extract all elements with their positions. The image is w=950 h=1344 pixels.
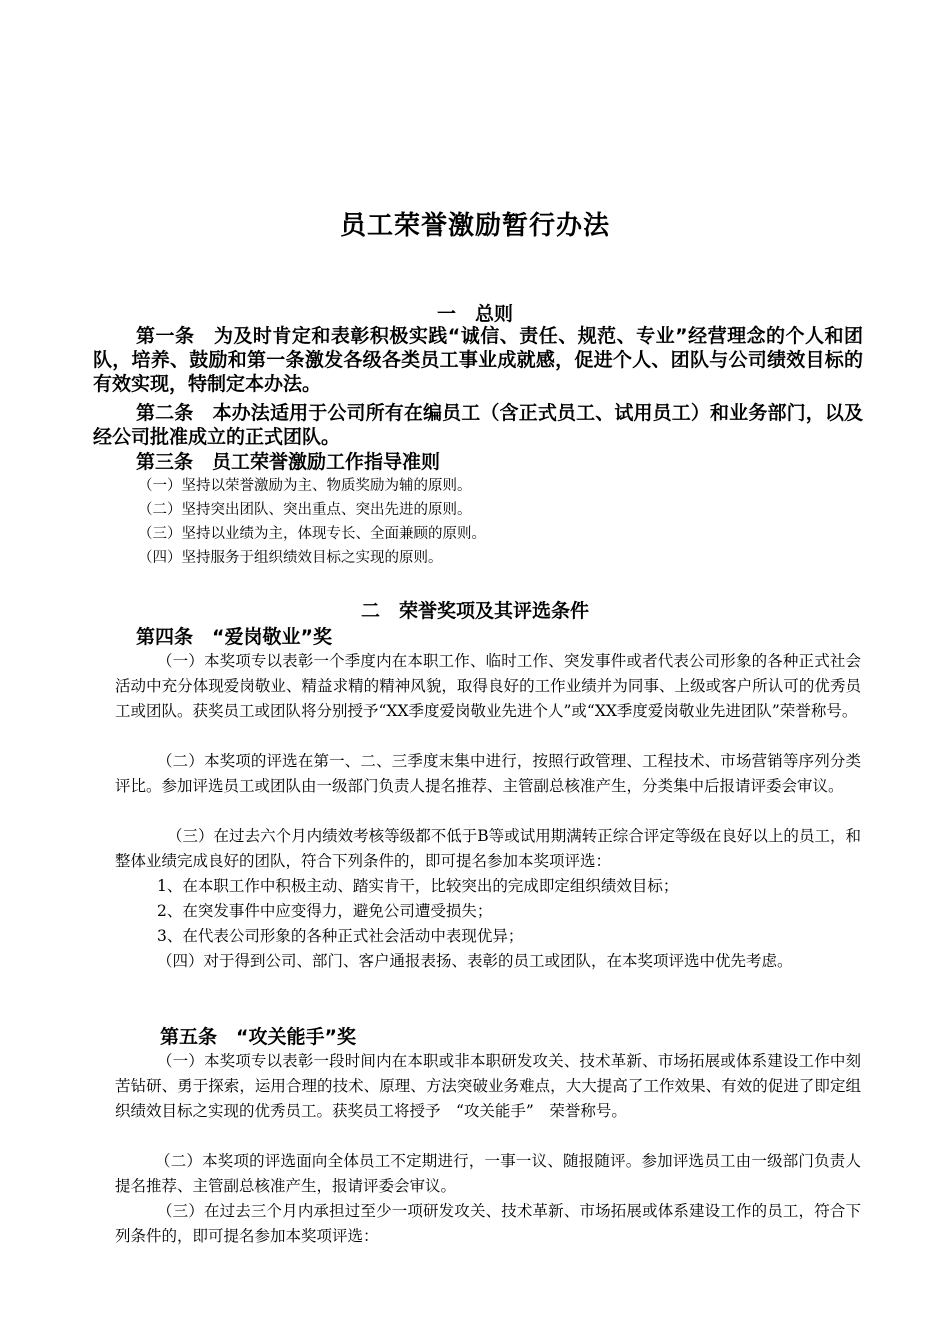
article-5-para-3: （三）在过去三个月内承担过至少一项研发攻关、技术革新、市场拓展或体系建设工作的员工，符合下列条件的，即可提名参加本奖项评选： — [115, 1202, 861, 1245]
list-item: 2、在突发事件中应变得力，避免公司遭受损失； — [157, 902, 493, 920]
article-5-heading: 第五条 “攻关能手”奖 — [160, 1026, 356, 1048]
list-item: 1、在本职工作中积极主动、踏实肯干，比较突出的完成即定组织绩效目标； — [157, 877, 679, 895]
article-4-para-3: （三）在过去六个月内绩效考核等级都不低于B等或试用期满转正综合评定等级在良好以上的员工，和整体业绩完成良好的团队，符合下列条件的，即可提名参加本奖项评选： — [115, 827, 861, 870]
article-4-para-4: （四）对于得到公司、部门、客户通报表扬、表彰的员工或团队，在本奖项评选中优先考虑。 — [157, 952, 793, 970]
list-item: （一）坚持以荣誉激励为主、物质奖励为辅的原则。 — [138, 478, 472, 494]
article-4-para-1: （一）本奖项专以表彰一个季度内在本职工作、临时工作、突发事件或者代表公司形象的各种正式社会活动中充分体现爱岗敬业、精益求精的精神风貌，取得良好的工作业绩并为同事、上级或客户所认可的优秀员工或团队。获奖员工或团队将分别授予“XX季度爱岗敬业先进个人”或“XX季度爱岗敬业先进团队”荣誉称号。 — [115, 652, 861, 720]
list-item: （二）坚持突出团队、突出重点、突出先进的原则。 — [138, 502, 472, 518]
list-item: （四）坚持服务于组织绩效目标之实现的原则。 — [138, 550, 443, 566]
article-5-para-2: （二）本奖项的评选面向全体员工不定期进行，一事一议、随报随评。参加评选员工由一级部门负责人提名推荐、主管副总核准产生，报请评委会审议。 — [115, 1152, 861, 1195]
article-1: 第一条 为及时肯定和表彰积极实践“诚信、责任、规范、专业”经营理念的个人和团队，培养、鼓励和第一条激发各级各类员工事业成就感，促进个人、团队与公司绩效目标的有效实现，特制定本办法。 — [93, 325, 863, 395]
section-heading-general: 一 总则 — [436, 303, 513, 325]
document-title: 员工荣誉激励暂行办法 — [339, 211, 610, 241]
list-item: 3、在代表公司形象的各种正式社会活动中表现优异； — [157, 927, 524, 945]
article-4-heading: 第四条 “爱岗敬业”奖 — [136, 626, 332, 648]
list-item: （三）坚持以业绩为主，体现专长、全面兼顾的原则。 — [138, 526, 486, 542]
section-heading-awards: 二 荣誉奖项及其评选条件 — [360, 600, 589, 622]
article-4-para-2: （二）本奖项的评选在第一、二、三季度末集中进行，按照行政管理、工程技术、市场营销等序列分类评比。参加评选员工或团队由一级部门负责人提名推荐、主管副总核准产生，分类集中后报请评委会审议。 — [115, 752, 861, 795]
article-3-heading: 第三条 员工荣誉激励工作指导准则 — [136, 451, 441, 473]
article-4-conditions — [115, 874, 861, 949]
article-3-list — [93, 474, 863, 570]
article-2: 第二条 本办法适用于公司所有在编员工（含正式员工、试用员工）和业务部门，以及经公司批准成立的正式团队。 — [93, 402, 863, 448]
article-5-para-1: （一）本奖项专以表彰一段时间内在本职或非本职研发攻关、技术革新、市场拓展或体系建设工作中刻苦钻研、勇于探索，运用合理的技术、原理、方法突破业务难点，大大提高了工作效果、有效的促进了即定组织绩效目标之实现的优秀员工。获奖员工将授予 “攻关能手” 荣誉称号。 — [115, 1052, 861, 1120]
